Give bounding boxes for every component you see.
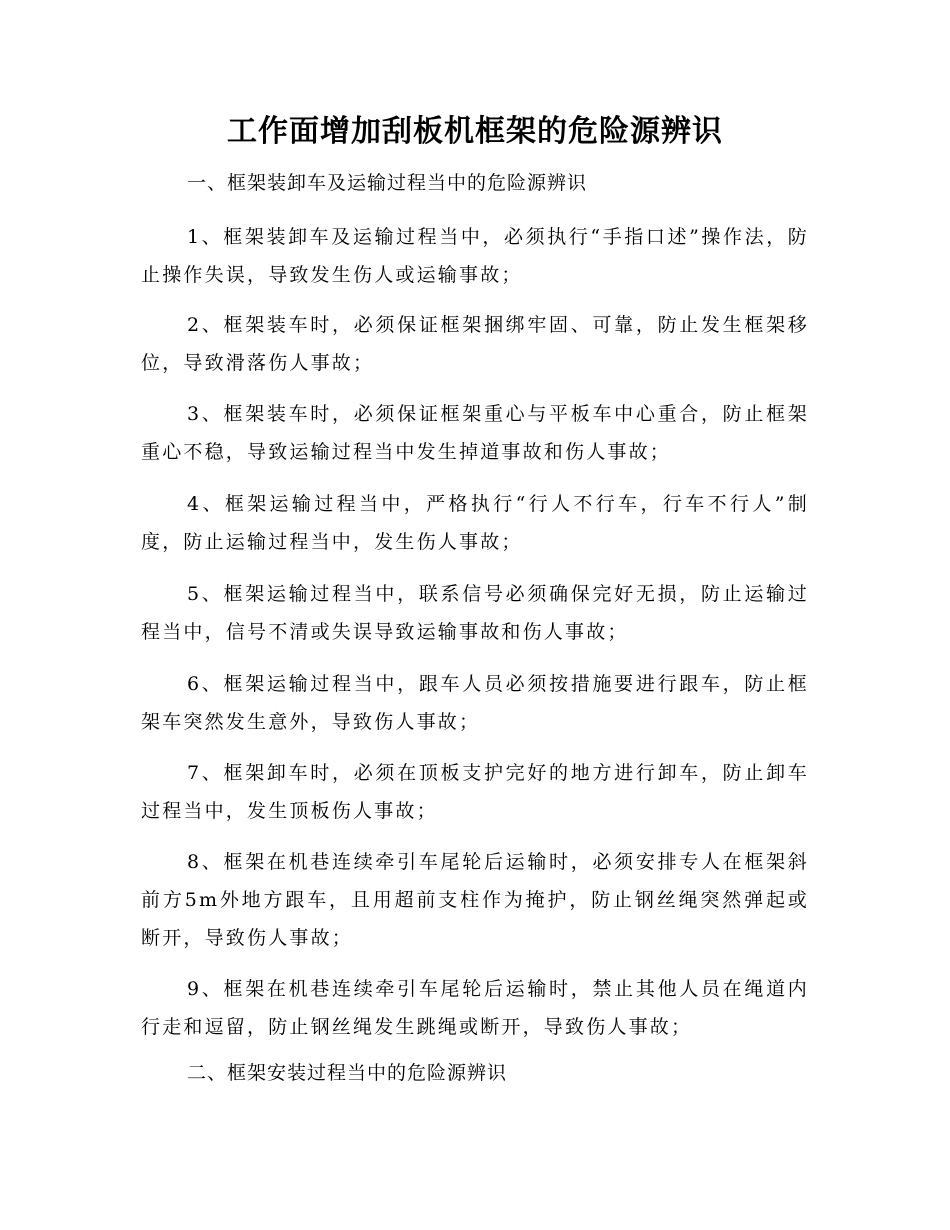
paragraph-1: 1、框架装卸车及运输过程当中，必须执行“手指口述”操作法，防止操作失误，导致发生伤人或运输事故； <box>141 226 809 286</box>
paragraph-5: 5、框架运输过程当中，联系信号必须确保完好无损，防止运输过程当中，信号不清或失误导致运输事故和伤人事故； <box>141 583 809 643</box>
document-title: 工作面增加刮板机框架的危险源辨识 <box>227 114 723 149</box>
paragraph-9: 9、框架在机巷连续牵引车尾轮后运输时，禁止其他人员在绳道内行走和逗留，防止钢丝绳发生跳绳或断开，导致伤人事故； <box>141 978 809 1038</box>
section-heading-1: 一、框架装卸车及运输过程当中的危险源辨识 <box>187 172 588 194</box>
paragraph-3: 3、框架装车时，必须保证框架重心与平板车中心重合，防止框架重心不稳，导致运输过程当中发生掉道事故和伤人事故； <box>141 403 809 463</box>
paragraph-2: 2、框架装车时，必须保证框架捆绑牢固、可靠，防止发生框架移位，导致滑落伤人事故； <box>141 314 809 374</box>
paragraph-6: 6、框架运输过程当中，跟车人员必须按措施要进行跟车，防止框架车突然发生意外，导致伤人事故； <box>141 673 809 733</box>
paragraph-4: 4、框架运输过程当中，严格执行“行人不行车，行车不行人”制度，防止运输过程当中，发生伤人事故； <box>141 493 809 553</box>
paragraph-8: 8、框架在机巷连续牵引车尾轮后运输时，必须安排专人在框架斜前方5m外地方跟车，且用超前支柱作为掩护，防止钢丝绳突然弹起或断开，导致伤人事故； <box>141 851 809 949</box>
paragraph-7: 7、框架卸车时，必须在顶板支护完好的地方进行卸车，防止卸车过程当中，发生顶板伤人事故； <box>141 762 809 822</box>
document-body <box>141 168 809 1088</box>
section-heading-2: 二、框架安装过程当中的危险源辨识 <box>187 1062 508 1084</box>
